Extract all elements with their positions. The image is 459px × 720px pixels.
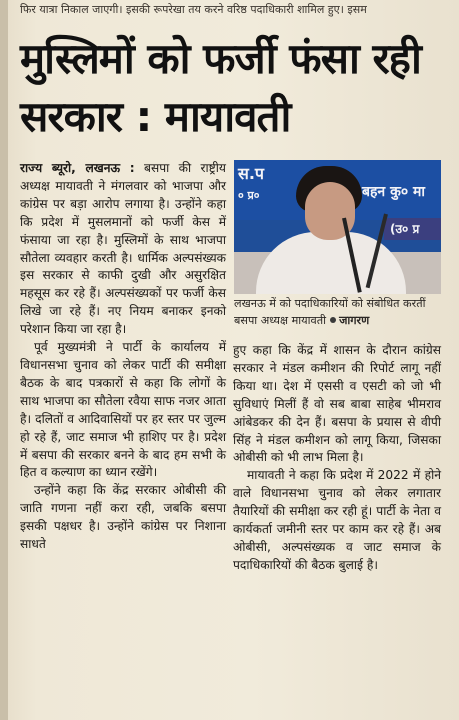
- dateline: राज्य ब्यूरो, लखनऊ :: [20, 161, 135, 175]
- paragraph-1-text: बसपा की राष्ट्रीय अध्यक्ष मायावती ने मंगलवार को भाजपा और कांग्रेस पर बड़ा आरोप लगाया है। उन्होंने कहा कि प्रदेश में मुसलमानों को फर्जी केस में फंसाया जा रहा है। मुस्लिमों के साथ भाजपा सौतेला व्यवहार करती है। धार्मिक अल्पसंख्यक इस सरकार से काफी दुखी और असुरक्षित महसूस कर रहे हैं। अल्पसंख्यकों पर फर्जी केस लिखे जा रहे हैं। नए नियम बनाकर इनको परेशान किया जा रहा है।: [20, 161, 226, 337]
- newspaper-brand: जागरण: [339, 313, 370, 327]
- paragraph-2: पूर्व मुख्यमंत्री ने पार्टी के कार्यालय में विधानसभा चुनाव को लेकर पार्टी की समीक्षा बैठक के बाद पत्रकारों से कहा कि लोगों के साथ भाजपा का सौतेला रवैया साफ नजर आता है। दलितों व आदिवासियों पर हर स्तर पर जुल्म हो रहे हैं, जाट समाज भी हाशिए पर है। प्रदेश में बसपा की सरकार बनने के बाद हम सभी के हित व कल्याण का ध्यान रखेंगे।: [20, 340, 226, 480]
- paragraph-5: मायावती ने कहा कि प्रदेश में 2022 में होने वाले विधानसभा चुनाव को लेकर लगातार तैयारियों की समीक्षा कर रही हूं। पार्टी के नेता व कार्यकर्ता जमीनी स्तर पर काम कर रहे हैं। अब ओबीसी, अल्पसंख्यक व जाट समाज के पदाधिकारियों की बैठक बुलाई है।: [233, 468, 441, 572]
- paragraph-1: [20, 160, 226, 339]
- bullet-icon: [330, 317, 336, 323]
- headline: मुस्लिमों को फर्जी फंसा रही सरकार : मायावती: [20, 34, 421, 141]
- photo-person-body: [256, 232, 406, 294]
- paragraph-3: उन्होंने कहा कि केंद्र सरकार ओबीसी की जाति गणना नहीं करा रही, जबकि बसपा इसकी पक्षधर है। उन्होंने कांग्रेस पर निशाना साधते: [20, 483, 226, 552]
- page-edge: [0, 0, 8, 720]
- article-column-left: [20, 160, 226, 554]
- news-photo: [234, 160, 441, 294]
- banner-text-4: (उ० प्र: [390, 222, 420, 236]
- photo-caption: [234, 296, 442, 329]
- banner-text-3: ० प्र०: [238, 189, 260, 202]
- banner-text-1: स.प: [238, 164, 264, 183]
- caption-text: लखनऊ में को पदाधिकारियों को संबोधित करतीं बसपा अध्यक्ष मायावती: [234, 297, 426, 327]
- banner-text-2: बहन कु० मा: [362, 184, 425, 200]
- paragraph-4: हुए कहा कि केंद्र में शासन के दौरान कांग्रेस सरकार ने मंडल कमीशन की रिपोर्ट लागू नहीं किया था। देश में एससी व एसटी को जो भी सुविधाएं मिलीं हैं वो सब बाबा साहेब भीमराव आंबेडकर की देन हैं। बसपा के प्रयास से वीपी सिंह ने मंडल कमीशन को लागू किया, जिसका ओबीसी को भी लाभ मिला है।: [233, 343, 441, 465]
- article-column-right: [233, 342, 441, 575]
- previous-article-line: फिर यात्रा निकाल जाएगी। इसकी रूपरेखा तय करने वरिष्ठ पदाधिकारी शामिल हुए। इसम: [20, 3, 367, 16]
